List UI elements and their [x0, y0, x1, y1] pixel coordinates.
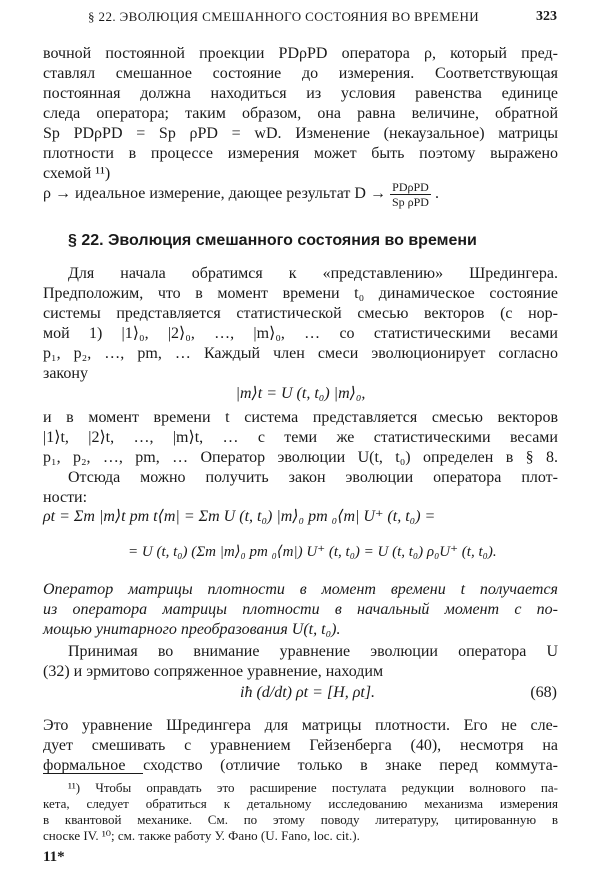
text-line: Это уравнение Шредингера для матрицы плотности. Его не сле-	[43, 717, 558, 734]
text-line: закону	[43, 365, 88, 382]
text-line: Отсюда можно получить закон эволюции оператора плот-	[68, 469, 558, 486]
text-line: p₁, p₂, …, pm, … Каждый член смеси эволюционирует согласно	[43, 345, 558, 362]
equation-68: iħ (d/dt) ρt = [H, ρt].	[240, 684, 376, 701]
text-line: |1⟩t, |2⟩t, …, |m⟩t, … с теми же статистическими весами	[43, 429, 558, 446]
section-heading: § 22. Эволюция смешанного состояния во времени	[68, 232, 477, 249]
text-line: системы представляется статистической смесью векторов (с нор-	[43, 305, 558, 322]
text-line: p₁, p₂, …, pm, … Оператор эволюции U(t, t₀) определен в § 8.	[43, 449, 558, 466]
scheme-numerator: PDρPD	[390, 180, 431, 195]
running-head-title: § 22. ЭВОЛЮЦИЯ СМЕШАННОГО СОСТОЯНИЯ ВО ВРЕМЕНИ	[88, 9, 480, 24]
measurement-scheme	[43, 180, 439, 209]
text-line: (32) и эрмитово сопряженное уравнение, находим	[43, 663, 384, 680]
footnote-line: в квантовой механике. См. по этому поводу литературу, цитированную в	[43, 812, 558, 827]
footnote-rule	[43, 773, 143, 774]
text-line: и в момент времени t система представляется смесью векторов	[43, 409, 558, 426]
equation-evolution: |m⟩t = U (t, t₀) |m⟩₀,	[235, 385, 366, 402]
footnote-line: ¹¹) Чтобы оправдать это расширение постулата редукции волнового па-	[68, 780, 558, 795]
text-line-italic: мощью унитарного преобразования U(t, t₀).	[43, 621, 341, 638]
equation-number: (68)	[530, 684, 557, 701]
text-line: формальное сходство (отличие только в знаке перед коммута-	[43, 757, 558, 774]
footnote-line: кета, следует обратиться к детальному исследованию механизма измерения	[43, 796, 558, 811]
footnote-line: сноске IV. ¹⁰; см. также работу У. Фано (U. Fano, loc. cit.).	[43, 828, 360, 843]
text-line: Sp PDρPD = Sp ρPD = wD. Изменение (некаузальное) матрицы	[43, 125, 558, 142]
text-line: ставлял смешанное состояние до измерения. Соответствующая	[43, 65, 558, 82]
text-line: следа оператора; таким образом, она равна величине, обратной	[43, 105, 558, 122]
scheme-denominator: Sp ρPD	[391, 195, 429, 209]
equation-rho-line-2: = U (t, t₀) (Σm |m⟩₀ pm ₀⟨m|) U⁺ (t, t₀) = U (t, t₀) ρ₀U⁺ (t, t₀).	[128, 544, 497, 560]
text-line: ности:	[43, 489, 88, 506]
scheme-lhs: ρ → идеальное измерение, дающее результат D →	[43, 185, 386, 203]
text-line: Предположим, что в момент времени t₀ динамическое состояние	[43, 285, 558, 302]
text-line: дует смешивать с уравнением Гейзенберга (40), несмотря на	[43, 737, 558, 754]
text-line: плотности в процессе измерения может быть поэтому выражено	[43, 145, 558, 162]
text-line: постоянная должна находиться из условия равенства единице	[43, 85, 558, 102]
text-line-italic: Оператор матрицы плотности в момент времени t получается	[43, 581, 558, 598]
equation-rho-line-1: ρt = Σm |m⟩t pm t⟨m| = Σm U (t, t₀) |m⟩₀ pm ₀⟨m| U⁺ (t, t₀) =	[43, 508, 436, 525]
scheme-end: .	[434, 185, 439, 203]
text-line: мой 1) |1⟩₀, |2⟩₀, …, |m⟩₀, … со статистическими весами	[43, 325, 558, 342]
text-line: вочной постоянной проекции PDρPD оператора ρ, который пред-	[43, 45, 558, 62]
scheme-fraction	[390, 180, 431, 209]
text-line-italic: из оператора матрицы плотности в начальный момент с по-	[43, 601, 558, 618]
text-line: Принимая во внимание уравнение эволюции оператора U	[68, 643, 558, 660]
running-head	[0, 9, 600, 29]
text-line: Для начала обратимся к «представлению» Шредингера.	[68, 265, 558, 282]
text-line: схемой ¹¹)	[43, 165, 111, 182]
signature-mark: 11*	[43, 849, 65, 865]
page-number: 323	[536, 9, 557, 24]
